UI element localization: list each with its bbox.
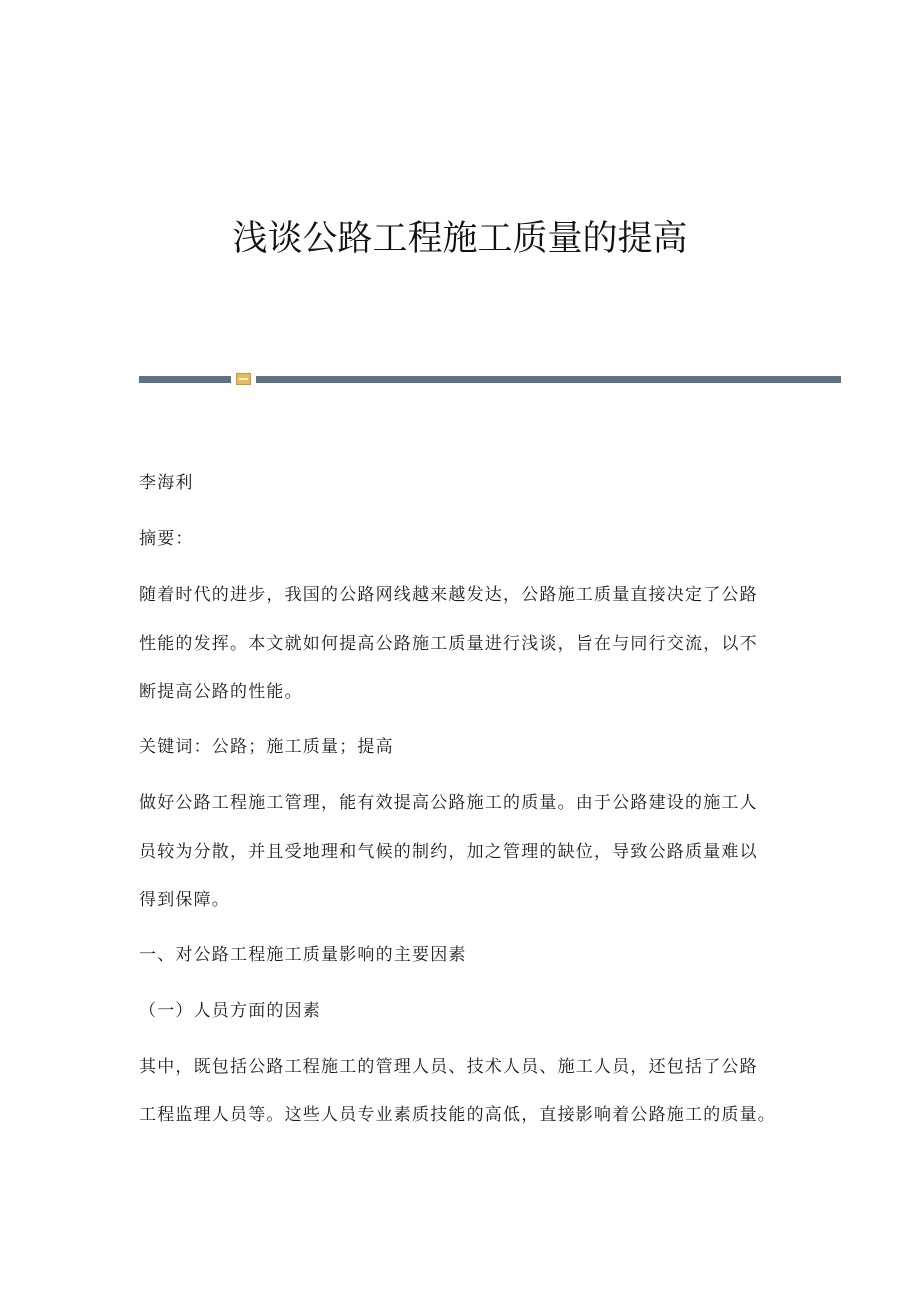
title-divider <box>139 373 841 385</box>
abstract-line: 性能的发挥。本文就如何提高公路施工质量进行浅谈，旨在与同行交流，以不 <box>139 634 758 654</box>
intro-paragraph-line: 做好公路工程施工管理，能有效提高公路施工的质量。由于公路建设的施工人 <box>139 793 758 813</box>
author-name: 李海利 <box>139 473 194 493</box>
body-paragraph-line: 其中，既包括公路工程施工的管理人员、技术人员、施工人员，还包括了公路 <box>139 1057 758 1077</box>
divider-bar-left <box>139 376 231 383</box>
divider-ornament-icon <box>236 373 251 385</box>
abstract-line: 随着时代的进步，我国的公路网线越来越发达，公路施工质量直接决定了公路 <box>139 585 758 605</box>
document-title: 浅谈公路工程施工质量的提高 <box>232 219 688 259</box>
subsection-heading: （一）人员方面的因素 <box>139 1001 321 1021</box>
section-heading: 一、对公路工程施工质量影响的主要因素 <box>139 945 467 965</box>
abstract-line: 断提高公路的性能。 <box>139 682 303 702</box>
keywords-line: 关键词：公路；施工质量；提高 <box>139 737 394 757</box>
intro-paragraph-line: 得到保障。 <box>139 890 230 910</box>
divider-bar-right <box>256 376 841 383</box>
abstract-label: 摘要： <box>139 529 194 549</box>
intro-paragraph-line: 员较为分散，并且受地理和气候的制约，加之管理的缺位，导致公路质量难以 <box>139 842 758 862</box>
body-paragraph-line: 工程监理人员等。这些人员专业素质技能的高低，直接影响着公路施工的质量。 <box>139 1105 776 1125</box>
